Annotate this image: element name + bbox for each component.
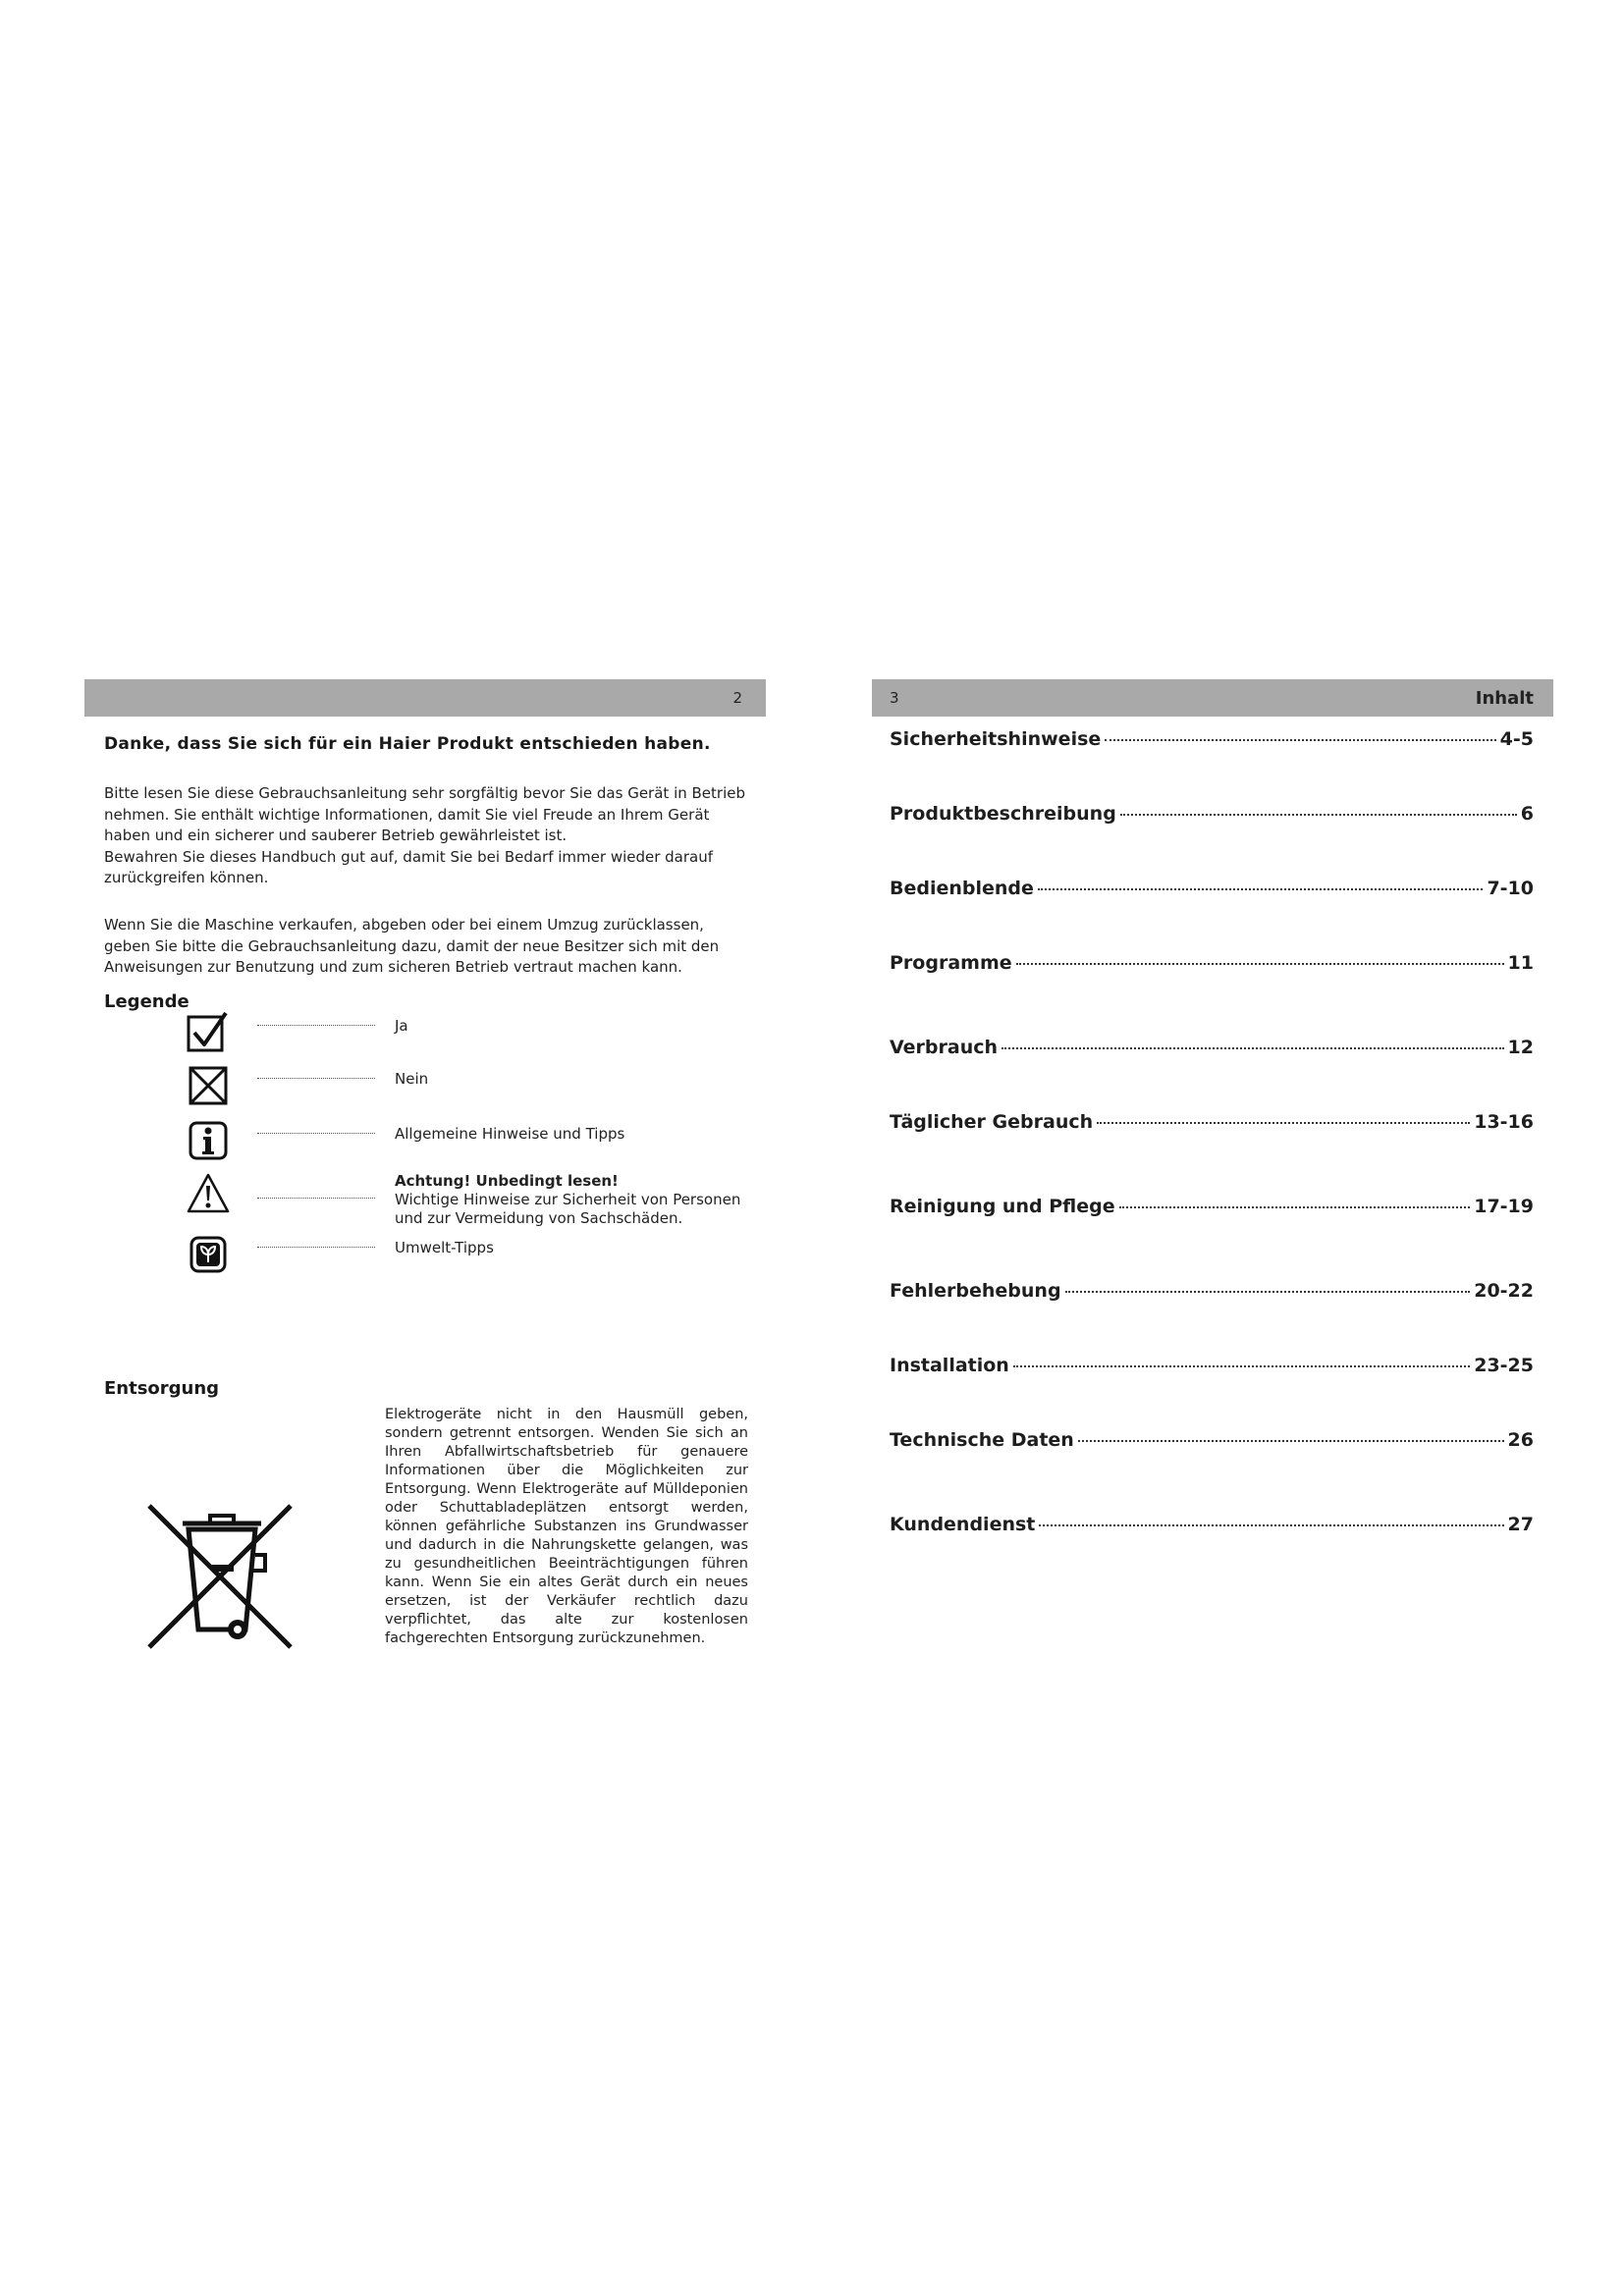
checkbox-checked-icon [187, 1011, 230, 1054]
intro-line: Bitte lesen Sie diese Gebrauchsanleitung sehr sorgfältig bevor Sie das Gerät in Betrieb [104, 784, 745, 802]
toc-label: Produktbeschreibung [890, 803, 1116, 825]
toc-label: Programme [890, 952, 1012, 974]
toc-item[interactable] [890, 1280, 1534, 1302]
toc-item[interactable] [890, 728, 1534, 750]
toc-item[interactable] [890, 1429, 1534, 1451]
toc-label: Fehlerbehebung [890, 1280, 1061, 1302]
toc-label: Bedienblende [890, 878, 1034, 899]
toc-label: Reinigung und Pflege [890, 1196, 1115, 1217]
toc-page: 27 [1507, 1514, 1534, 1535]
legend-item-warning [187, 1172, 748, 1228]
legend-dots [257, 1133, 375, 1134]
toc-label: Installation [890, 1355, 1009, 1376]
toc-item[interactable] [890, 1196, 1534, 1217]
disposal-title: Entsorgung [104, 1378, 220, 1399]
toc-leader-dots [1038, 888, 1484, 890]
legend-text: Nein [395, 1070, 429, 1088]
legend-dots [257, 1198, 375, 1199]
toc-leader-dots [1039, 1524, 1503, 1526]
resale-line: Wenn Sie die Maschine verkaufen, abgeben oder bei einem Umzug zurücklassen, [104, 916, 704, 934]
resale-line: geben Sie bitte die Gebrauchsanleitung dazu, damit der neue Besitzer sich mit den [104, 936, 720, 955]
toc-page: 13-16 [1474, 1111, 1534, 1133]
toc-item[interactable] [890, 1355, 1534, 1376]
toc-leader-dots [1078, 1440, 1504, 1442]
warning-heading: Achtung! Unbedingt lesen! [395, 1172, 619, 1190]
toc-page: 23-25 [1474, 1355, 1534, 1376]
info-icon [187, 1119, 230, 1162]
toc-page: 26 [1507, 1429, 1534, 1451]
toc-label: Kundendienst [890, 1514, 1036, 1535]
toc-label: Täglicher Gebrauch [890, 1111, 1094, 1133]
resale-paragraph [104, 915, 752, 979]
toc-leader-dots [1120, 814, 1517, 816]
disposal-text: Elektrogeräte nicht in den Hausmüll geben, sondern getrennt entsorgen. Wenden Sie sich an Ihren Abfallwirtschaftsbetrieb für genauere Informationen über die Möglichkeiten zur Entsorgung. Wenn Elektrogeräte auf Mülldeponien oder Schuttabladeplätzen entsorgt werden, können gefährliche Substanzen ins Grundwasser und dadurch in die Nahrungskette gelangen, was zu gesundheitlichen Beeinträchtigungen führen kann. Wenn Sie ein altes Gerät durch ein neues ersetzen, ist der Verkäufer rechtlich dazu verpflichtet, das alte zur kostenlosen fachgerechten Entsorgung zurückzunehmen. [385, 1407, 748, 1646]
toc-page: 4-5 [1499, 728, 1534, 750]
legend-item-environment [187, 1233, 748, 1276]
toc-label: Sicherheitshinweise [890, 728, 1102, 750]
toc-item[interactable] [890, 1111, 1534, 1133]
legend-text-warning [395, 1172, 748, 1228]
toc-item[interactable] [890, 878, 1534, 899]
legend-item-no [187, 1064, 748, 1107]
toc-page: 6 [1520, 803, 1534, 825]
toc-leader-dots [1001, 1047, 1504, 1049]
legend-item-yes [187, 1011, 748, 1054]
right-header-bar [872, 679, 1553, 717]
toc-leader-dots [1119, 1206, 1471, 1208]
legend-title: Legende [104, 991, 189, 1012]
toc-item[interactable] [890, 952, 1534, 974]
left-header-bar [84, 679, 766, 717]
toc-leader-dots [1013, 1365, 1470, 1367]
toc-label: Verbrauch [890, 1037, 999, 1058]
right-page-number: 3 [890, 689, 899, 707]
crossed-out-bin-icon [143, 1500, 300, 1657]
environment-icon [187, 1233, 230, 1276]
toc-item[interactable] [890, 803, 1534, 825]
toc-page: 7-10 [1487, 878, 1534, 899]
toc-leader-dots [1016, 963, 1504, 965]
toc-item[interactable] [890, 1037, 1534, 1058]
toc-page: 11 [1507, 952, 1534, 974]
legend-item-info [187, 1119, 748, 1162]
toc-leader-dots [1065, 1291, 1471, 1293]
toc-page: 17-19 [1474, 1196, 1534, 1217]
toc-label: Technische Daten [890, 1429, 1074, 1451]
warning-icon [187, 1172, 230, 1215]
left-page-number: 2 [732, 689, 742, 707]
contents-title: Inhalt [1475, 687, 1534, 709]
legend-text: Ja [395, 1017, 408, 1035]
toc-item[interactable] [890, 1514, 1534, 1535]
intro-paragraph [104, 783, 752, 889]
legend-dots [257, 1078, 375, 1079]
intro-line: Bewahren Sie dieses Handbuch gut auf, damit Sie bei Bedarf immer wieder darauf [104, 847, 714, 866]
checkbox-crossed-icon [187, 1064, 230, 1107]
intro-line: haben und ein sicherer und sauberer Betrieb gewährleistet ist. [104, 827, 568, 844]
legend-text: Umwelt-Tipps [395, 1239, 494, 1256]
lead-title: Danke, dass Sie sich für ein Haier Produkt entschieden haben. [104, 734, 711, 754]
legend-dots [257, 1025, 375, 1026]
toc-page: 20-22 [1474, 1280, 1534, 1302]
toc-leader-dots [1097, 1122, 1470, 1124]
toc-leader-dots [1105, 739, 1495, 741]
legend-dots [257, 1247, 375, 1248]
intro-line: nehmen. Sie enthält wichtige Informationen, damit Sie viel Freude an Ihrem Gerät [104, 805, 710, 824]
legend-text: Allgemeine Hinweise und Tipps [395, 1125, 625, 1143]
intro-line: zurückgreifen können. [104, 869, 269, 886]
warning-line: und zur Vermeidung von Sachschäden. [395, 1209, 683, 1227]
toc-page: 12 [1507, 1037, 1534, 1058]
resale-line: Anweisungen zur Benutzung und zum sicheren Betrieb vertraut machen kann. [104, 958, 682, 976]
warning-line: Wichtige Hinweise zur Sicherheit von Personen [395, 1191, 741, 1208]
